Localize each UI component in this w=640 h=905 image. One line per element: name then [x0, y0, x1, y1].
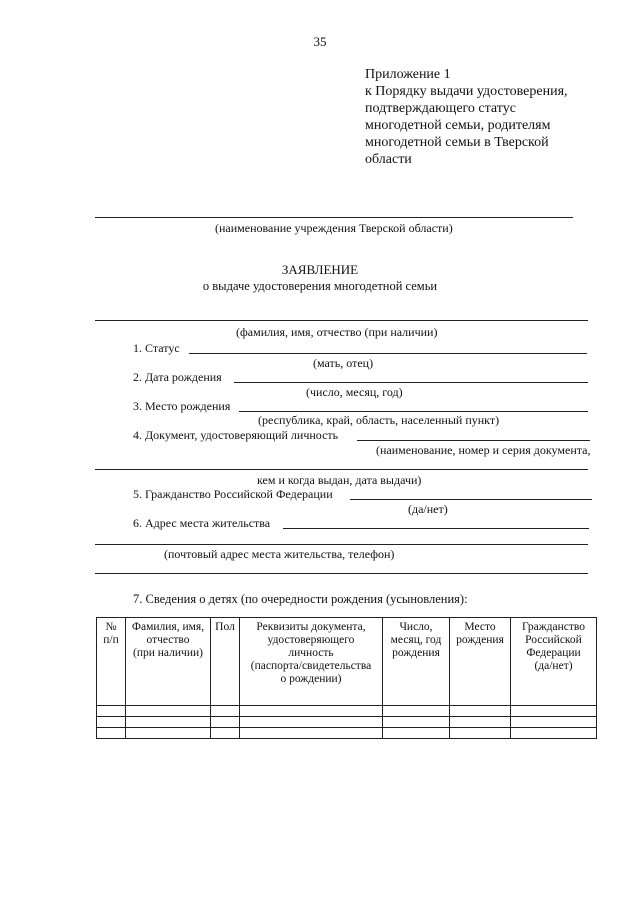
col-header-id-document: Реквизиты документа, удостоверяющего личность (паспорта/свидетельства о рождении)	[240, 618, 383, 706]
col-header-birth-place: Место рождения	[450, 618, 511, 706]
table-cell[interactable]	[240, 717, 383, 728]
birth-date-hint: (число, месяц, год)	[306, 385, 403, 399]
table-cell[interactable]	[97, 706, 126, 717]
appendix-reference	[365, 66, 568, 168]
col-header-fullname: Фамилия, имя, отчество (при наличии)	[126, 618, 211, 706]
appendix-line: области	[365, 152, 412, 167]
table-cell[interactable]	[240, 706, 383, 717]
identity-doc-hint: (наименование, номер и серия документа,	[376, 443, 591, 457]
identity-doc-field[interactable]	[357, 440, 590, 441]
form-title: ЗАЯВЛЕНИЕ	[281, 262, 359, 277]
table-cell[interactable]	[126, 728, 211, 739]
fullname-line[interactable]	[95, 320, 588, 321]
appendix-line: к Порядку выдачи удостоверения,	[365, 84, 568, 99]
table-row	[97, 717, 597, 728]
table-cell[interactable]	[450, 717, 511, 728]
col-header-sex: Пол	[211, 618, 240, 706]
address-field-3[interactable]	[95, 573, 588, 574]
table-cell[interactable]	[383, 706, 450, 717]
citizenship-field[interactable]	[350, 499, 592, 500]
table-cell[interactable]	[511, 717, 597, 728]
table-row	[97, 728, 597, 739]
table-cell[interactable]	[97, 717, 126, 728]
birth-date-field[interactable]	[234, 382, 588, 383]
children-table	[96, 617, 597, 739]
table-cell[interactable]	[511, 706, 597, 717]
table-cell[interactable]	[211, 728, 240, 739]
table-cell[interactable]	[211, 706, 240, 717]
birth-place-hint: (республика, край, область, населенный пункт)	[258, 413, 500, 427]
address-field[interactable]	[283, 528, 589, 529]
table-cell[interactable]	[383, 728, 450, 739]
table-cell[interactable]	[450, 728, 511, 739]
status-label: 1. Статус	[133, 341, 180, 355]
col-header-citizenship: Гражданство Российской Федерации (да/нет)	[511, 618, 597, 706]
address-hint: (почтовый адрес места жительства, телефон)	[164, 547, 395, 561]
form-subtitle: о выдаче удостоверения многодетной семьи	[202, 279, 438, 293]
table-cell[interactable]	[211, 717, 240, 728]
address-field-2[interactable]	[95, 544, 588, 545]
birth-place-field[interactable]	[239, 411, 588, 412]
appendix-line: многодетной семьи, родителям	[365, 118, 551, 133]
institution-caption: (наименование учреждения Тверской области)	[215, 221, 453, 235]
appendix-line: подтверждающего статус	[365, 101, 516, 116]
status-field[interactable]	[189, 353, 587, 354]
col-header-number: № п/п	[97, 618, 126, 706]
appendix-line: Приложение 1	[365, 67, 451, 82]
institution-line[interactable]	[95, 217, 573, 218]
citizenship-label: 5. Гражданство Российской Федерации	[133, 487, 333, 501]
birth-place-label: 3. Место рождения	[133, 399, 231, 413]
table-cell[interactable]	[126, 717, 211, 728]
page-number: 35	[313, 34, 327, 49]
table-cell[interactable]	[383, 717, 450, 728]
col-header-birth-date: Число, месяц, год рождения	[383, 618, 450, 706]
birth-date-label: 2. Дата рождения	[133, 370, 222, 384]
table-cell[interactable]	[126, 706, 211, 717]
address-label: 6. Адрес места жительства	[133, 516, 271, 530]
table-cell[interactable]	[97, 728, 126, 739]
status-hint: (мать, отец)	[313, 356, 374, 370]
fullname-caption: (фамилия, имя, отчество (при наличии)	[236, 325, 438, 339]
identity-doc-hint-2: кем и когда выдан, дата выдачи)	[257, 473, 422, 487]
children-section-title: 7. Сведения о детях (по очередности рождения (усыновления):	[133, 592, 468, 606]
table-row	[97, 706, 597, 717]
table-cell[interactable]	[450, 706, 511, 717]
children-table-header	[97, 618, 597, 706]
identity-doc-label: 4. Документ, удостоверяющий личность	[133, 428, 339, 442]
table-cell[interactable]	[240, 728, 383, 739]
identity-doc-field-2[interactable]	[95, 469, 588, 470]
appendix-line: многодетной семьи в Тверской	[365, 135, 549, 150]
citizenship-hint: (да/нет)	[408, 502, 448, 516]
table-cell[interactable]	[511, 728, 597, 739]
